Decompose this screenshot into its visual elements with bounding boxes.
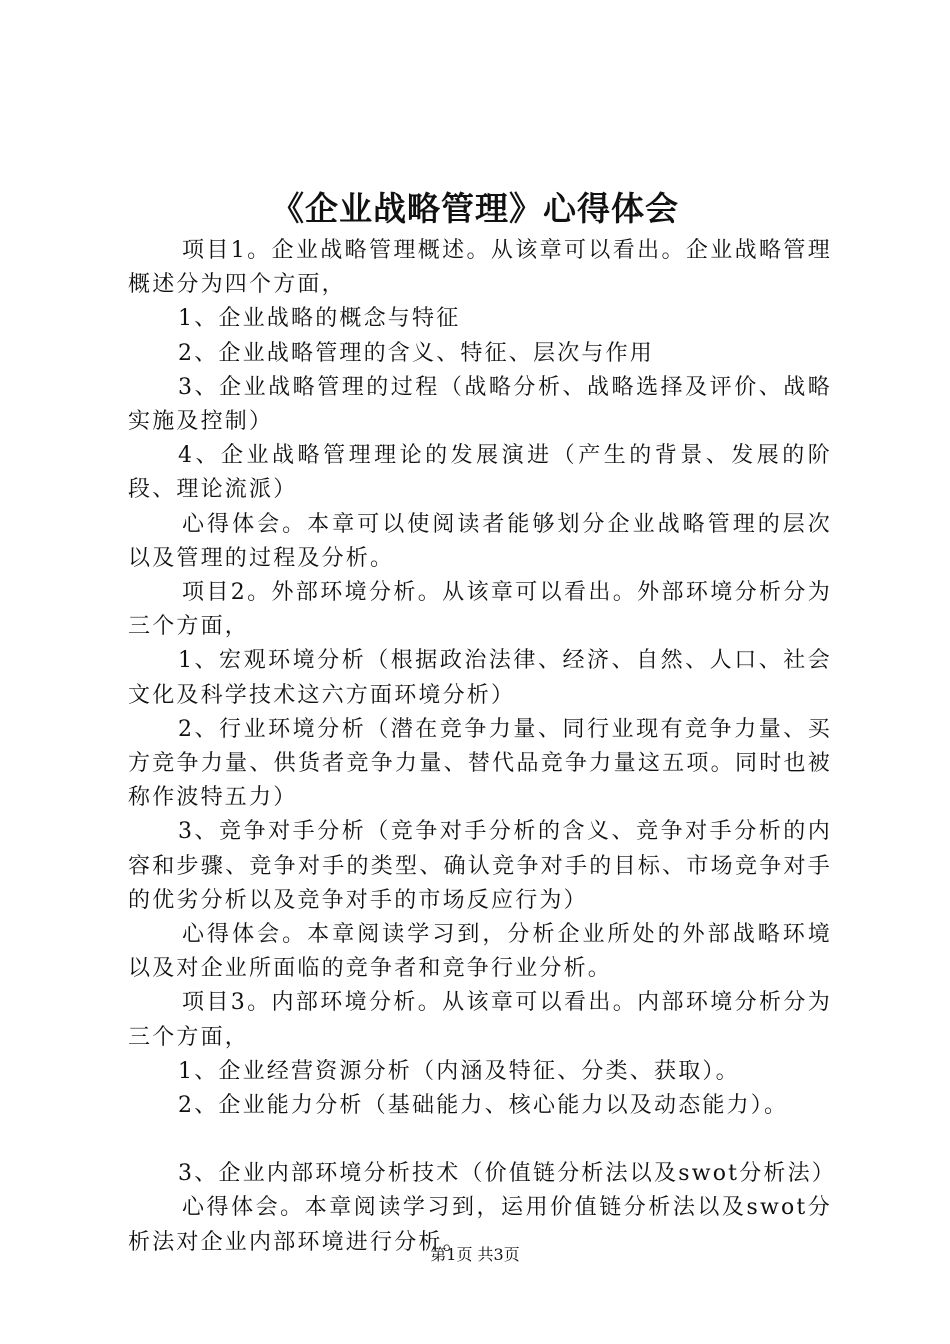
paragraph: 心得体会。本章可以使阅读者能够划分企业战略管理的层次以及管理的过程及分析。: [128, 511, 832, 571]
list-item: 2、企业能力分析（基础能力、核心能力以及动态能力）。: [178, 1093, 789, 1119]
document-body: [128, 234, 837, 1260]
list-item: 1、企业战略的概念与特征: [178, 306, 461, 332]
list-item: 3、竞争对手分析（竞争对手分析的含义、竞争对手分析的内容和步骤、竞争对手的类型、确认竞争对手的目标、市场竞争对手的优劣分析以及竞争对手的市场反应行为）: [128, 819, 832, 913]
list-item: 3、企业内部环境分析技术（价值链分析法以及swot分析法）: [178, 1161, 837, 1187]
list-item: 4、企业战略管理理论的发展演进（产生的背景、发展的阶段、理论流派）: [128, 443, 832, 503]
paragraph: 心得体会。本章阅读学习到，运用价值链分析法以及swot分析法对企业内部环境进行分析。: [128, 1195, 832, 1255]
paragraph: 项目1。企业战略管理概述。从该章可以看出。企业战略管理概述分为四个方面，: [128, 238, 832, 298]
paragraph: 项目3。内部环境分析。从该章可以看出。内部环境分析分为三个方面，: [128, 990, 832, 1050]
blank-line: [128, 1123, 832, 1157]
list-item: 1、宏观环境分析（根据政治法律、经济、自然、人口、社会文化及科学技术这六方面环境分析）: [128, 648, 832, 708]
paragraph: 项目2。外部环境分析。从该章可以看出。外部环境分析分为三个方面，: [128, 580, 832, 640]
list-item: 1、企业经营资源分析（内涵及特征、分类、获取）。: [178, 1058, 740, 1084]
page-footer: 第1页 共3页: [430, 1245, 520, 1264]
list-item: 2、企业战略管理的含义、特征、层次与作用: [178, 340, 654, 366]
document-title: 《企业战略管理》心得体会: [271, 189, 679, 228]
paragraph: 心得体会。本章阅读学习到，分析企业所处的外部战略环境以及对企业所面临的竞争者和竞争行业分析。: [128, 922, 832, 982]
list-item: 2、行业环境分析（潜在竞争力量、同行业现有竞争力量、买方竞争力量、供货者竞争力量、替代品竞争力量这五项。同时也被称作波特五力）: [128, 716, 832, 811]
list-item: 3、企业战略管理的过程（战略分析、战略选择及评价、战略实施及控制）: [128, 374, 832, 435]
